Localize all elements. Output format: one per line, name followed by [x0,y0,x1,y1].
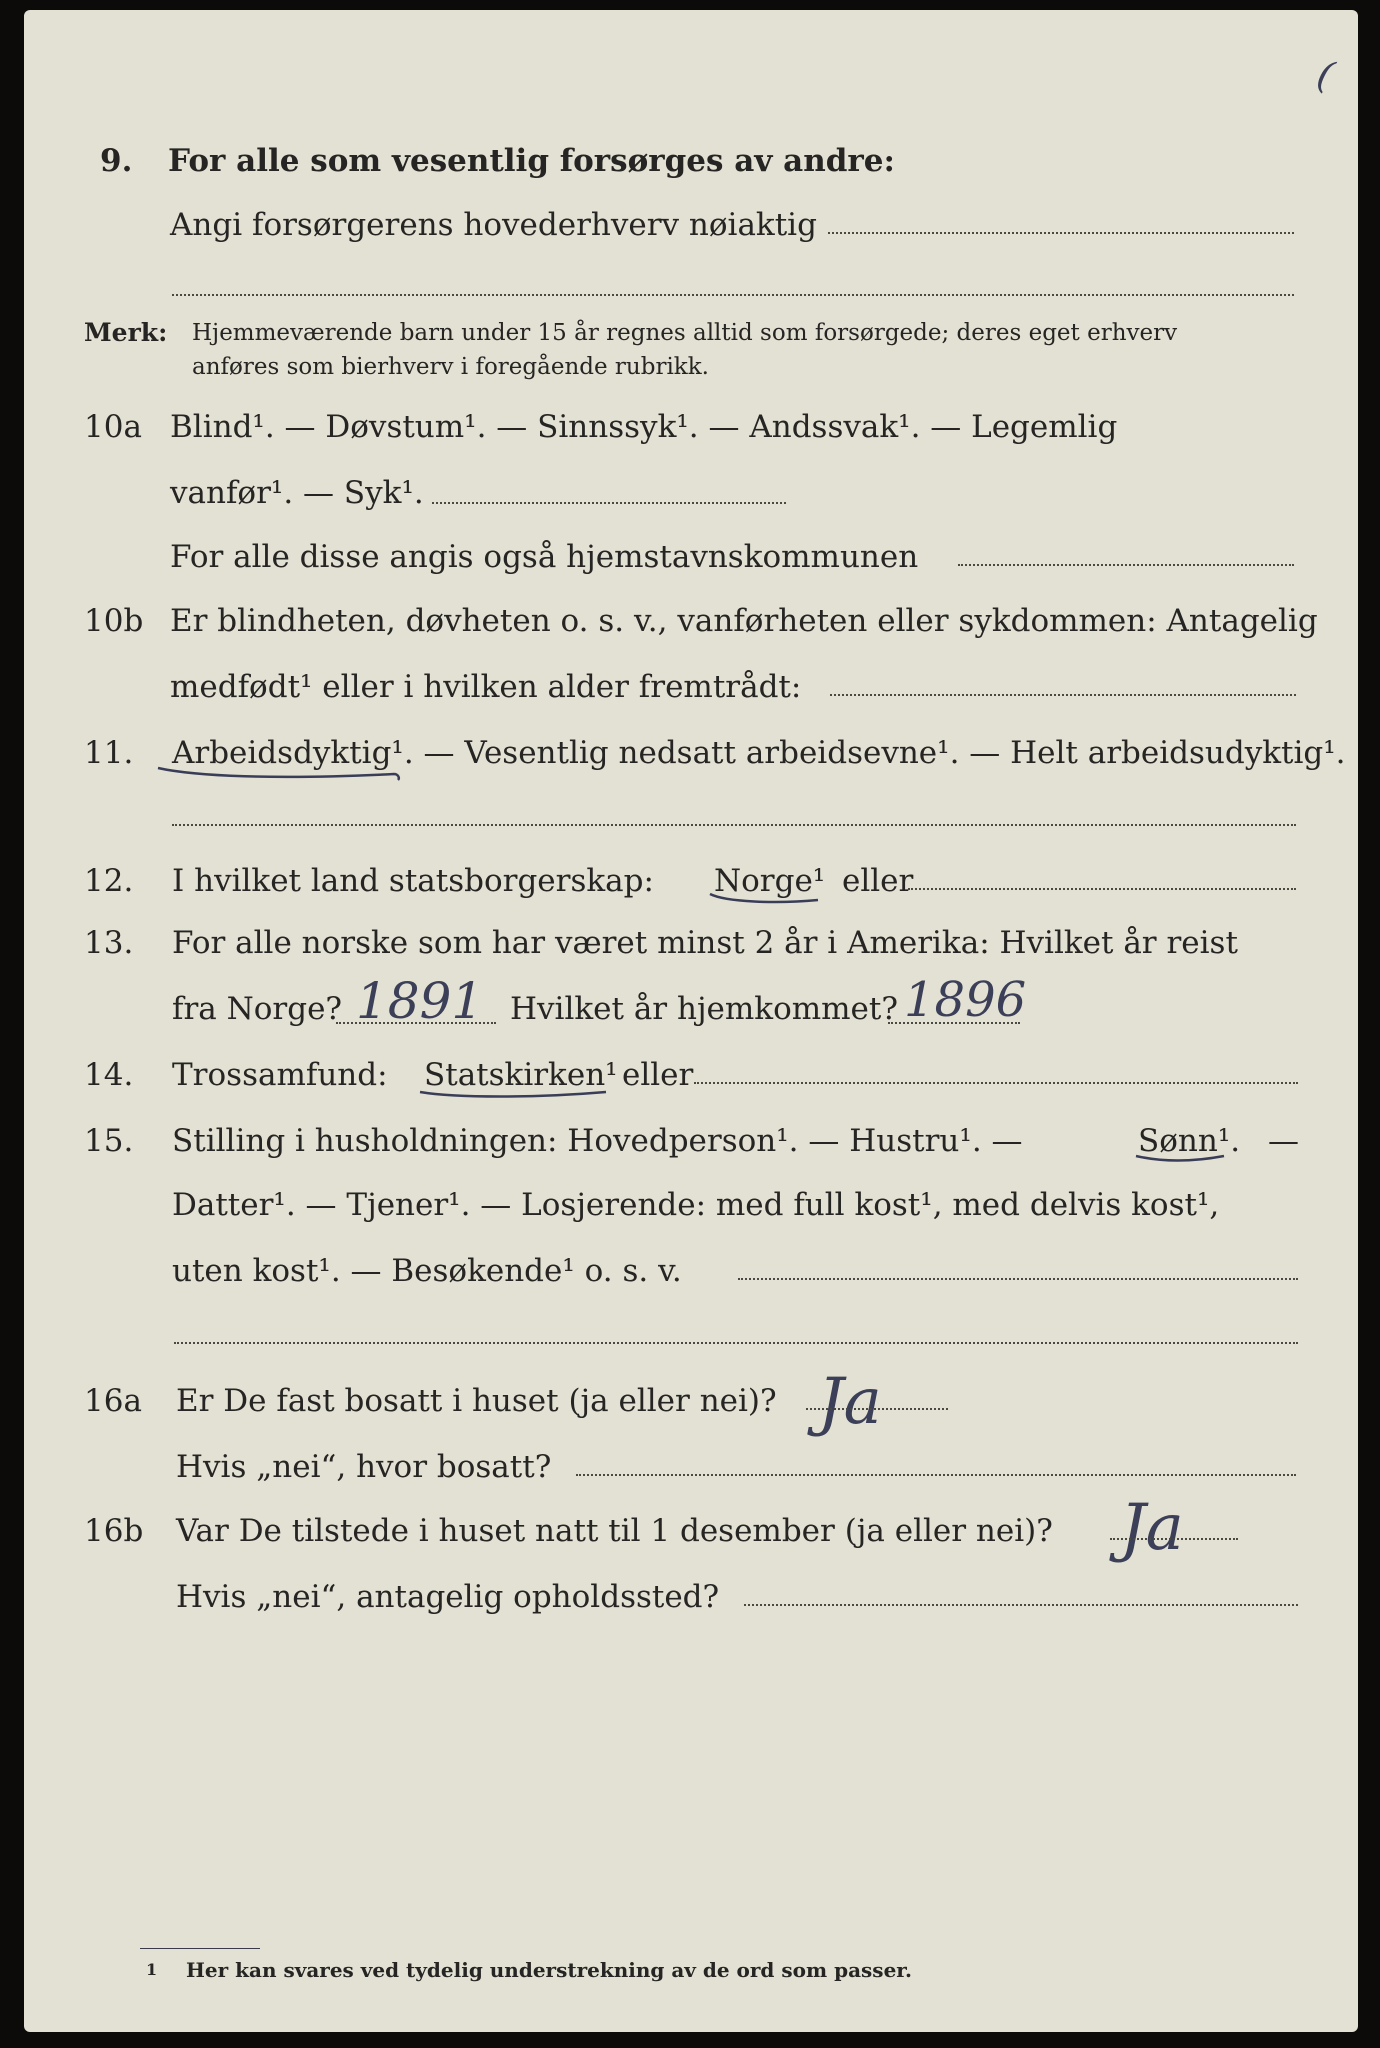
q9-answer-line-2 [172,294,1294,296]
q10a-answer-line [432,502,786,504]
q16a-follow-up-line [576,1474,1296,1476]
merk-line-2: anføres som bierhverv i foregående rubrikk. [192,354,709,380]
q14-statskirken-underline [416,1084,616,1104]
q14-option-statskirken: Statskirken¹ [424,1057,618,1093]
q11-options: Arbeidsdyktig¹. — Vesentlig nedsatt arbeidsevne¹. — Helt arbeidsudyktig¹. [172,735,1346,771]
q11-answer-line [172,824,1296,826]
q15-line-1-prefix: Stilling i husholdningen: Hovedperson¹. — Hustru¹. — [172,1123,1023,1159]
margin-pencil-mark: ( [1312,51,1339,99]
q13-returned-line [888,1022,1020,1024]
q12-option-norge: Norge¹ [714,863,826,899]
merk-line-1: Hjemmeværende barn under 15 år regnes alltid som forsørgede; deres eget erhverv [192,320,1178,346]
footnote-marker: 1 [146,1960,158,1979]
q11-number: 11. [84,735,134,771]
q15-answer-line-2 [174,1342,1298,1344]
q9-number: 9. [100,143,133,179]
q9-title: For alle som vesentlig forsørges av andre: [168,143,895,179]
q13-number: 13. [84,925,134,961]
q13-left-line [336,1022,496,1024]
q13-line-1: For alle norske som har været minst 2 år i Amerika: Hvilket år reist [172,925,1238,961]
q10a-line-2: vanfør¹. — Syk¹. [170,475,424,511]
q12-norge-underline [706,890,826,910]
q12-answer-line [908,888,1296,890]
q14-suffix: eller [622,1057,694,1093]
q16a-number: 16a [84,1383,142,1419]
footnote-text: Her kan svares ved tydelig understrekning av de ord som passer. [186,1958,912,1982]
q9-question: Angi forsørgerens hovederhverv nøiaktig [170,207,817,243]
q14-prefix: Trossamfund: [172,1057,388,1093]
q14-number: 14. [84,1057,134,1093]
q15-line-1-suffix: — [1268,1123,1299,1159]
q16b-answer-line [1110,1538,1238,1540]
q10a-line-3: For alle disse angis også hjemstavnskommunen [170,539,919,575]
q13-answer-year-returned: 1896 [904,972,1027,1028]
q14-answer-line [694,1082,1298,1084]
q13-line-2b: Hvilket år hjemkommet? [510,991,898,1027]
q15-line-2: Datter¹. — Tjener¹. — Losjerende: med full kost¹, med delvis kost¹, [172,1187,1220,1223]
q10a-line-1: Blind¹. — Døvstum¹. — Sinnssyk¹. — Andssvak¹. — Legemlig [170,409,1118,445]
q13-answer-year-left: 1891 [356,972,484,1030]
q16b-question: Var De tilstede i huset natt til 1 desember (ja eller nei)? [176,1513,1053,1549]
q16a-answer-line [806,1408,948,1410]
q10a-home-municipality-line [958,564,1294,566]
q16b-follow-up: Hvis „nei“, antagelig opholdssted? [176,1579,720,1615]
q13-line-2a: fra Norge? [172,991,343,1027]
merk-label: Merk: [84,318,168,347]
q12-prefix: I hvilket land statsborgerskap: [172,863,654,899]
q16a-answer: Ja [818,1365,882,1439]
q10b-answer-line [830,694,1296,696]
q12-suffix: eller [842,863,914,899]
q16b-answer: Ja [1120,1491,1184,1565]
q10a-number: 10a [84,409,142,445]
q16a-follow-up: Hvis „nei“, hvor bosatt? [176,1449,552,1485]
q16b-follow-up-line [744,1604,1298,1606]
q10b-line-2: medfødt¹ eller i hvilken alder fremtrådt: [170,669,802,705]
q16a-question: Er De fast bosatt i huset (ja eller nei)? [176,1383,777,1419]
q16b-number: 16b [84,1513,144,1549]
q15-answer-line [738,1278,1298,1280]
q10b-number: 10b [84,603,144,639]
q11-arbeidsdyktig-underline [154,762,404,784]
q15-sonn-underline [1132,1150,1232,1168]
q9-answer-line [828,232,1294,234]
footnote-rule [140,1948,260,1949]
q10b-line-1: Er blindheten, døvheten o. s. v., vanførheten eller sykdommen: Antagelig [170,603,1318,639]
q12-number: 12. [84,863,134,899]
q15-option-sonn: Sønn¹. [1138,1123,1241,1159]
q15-number: 15. [84,1123,134,1159]
q15-line-3: uten kost¹. — Besøkende¹ o. s. v. [172,1253,682,1289]
